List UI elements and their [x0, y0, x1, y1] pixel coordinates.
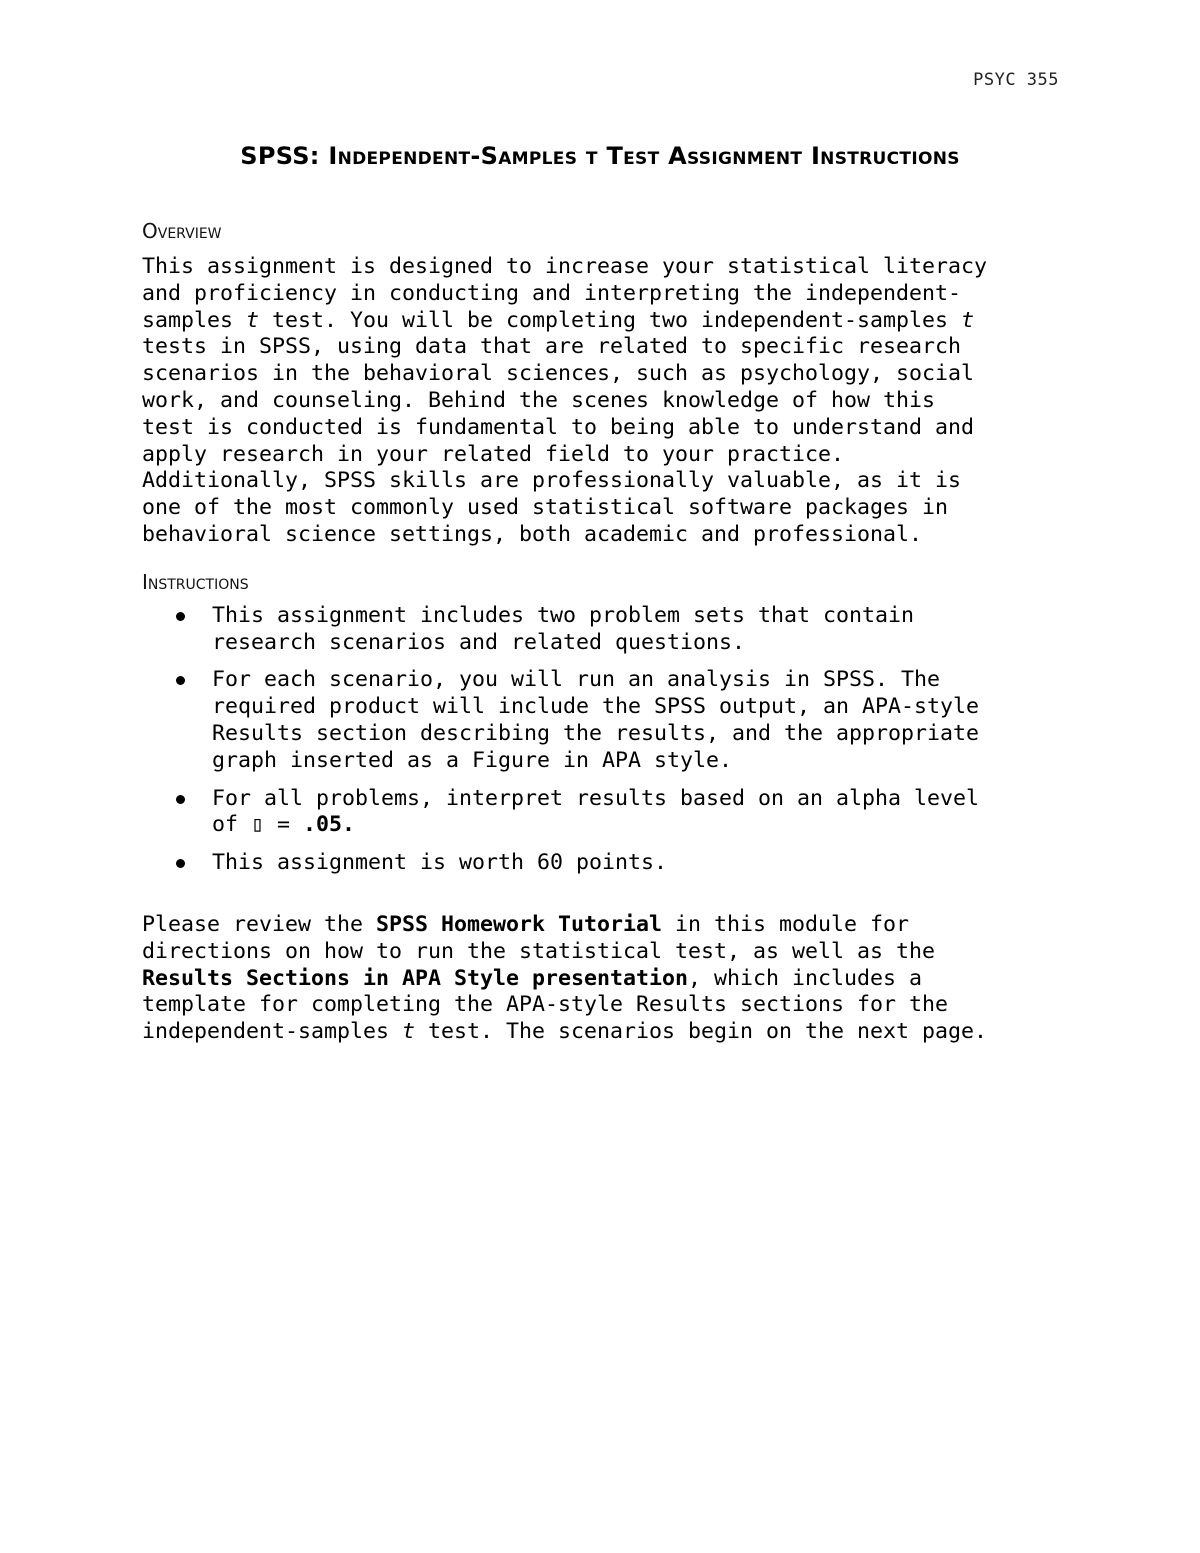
- overview-paragraph: [142, 254, 1072, 549]
- overview-line: test is conducted is fundamental to being able to understand and: [142, 414, 975, 440]
- list-item-line: graph inserted as a Figure in APA style.: [212, 747, 733, 773]
- overview-line: apply research in your related field to your practice.: [142, 441, 845, 467]
- list-item-line: This assignment is worth 60 points.: [212, 850, 668, 876]
- instructions-list: [142, 603, 1072, 877]
- list-item-line: required product will include the SPSS output, an APA-style: [212, 694, 980, 720]
- bullet-icon: [176, 676, 185, 685]
- closing-line: directions on how to run the statistical test, as well as the: [142, 938, 936, 964]
- list-item-line: For all problems, interpret results based on an alpha level: [212, 785, 980, 811]
- instructions-heading: Instructions: [142, 569, 249, 594]
- course-code: PSYC 355: [973, 70, 1059, 90]
- presentation-reference: Results Sections in APA Style presentation: [142, 965, 689, 991]
- tutorial-reference: SPSS Homework Tutorial: [376, 911, 663, 937]
- closing-line: template for completing the APA-style Results sections for the: [142, 992, 949, 1018]
- closing-paragraph: [142, 912, 1072, 1046]
- overview-line: one of the most commonly used statistical software packages in: [142, 495, 949, 521]
- overview-heading: Overview: [142, 219, 222, 243]
- list-item-line: This assignment includes two problem sets that contain: [212, 602, 915, 628]
- overview-line: tests in SPSS, using data that are related to specific research: [142, 334, 962, 360]
- overview-line: scenarios in the behavioral sciences, such as psychology, social: [142, 361, 975, 387]
- closing-line: Please review the SPSS Homework Tutorial in this module for: [142, 911, 910, 937]
- closing-line: independent-samples t test. The scenarios begin on the next page.: [142, 1019, 988, 1045]
- page-title: SPSS: Independent-Samples t Test Assignment Instructions: [240, 142, 960, 170]
- overview-line: This assignment is designed to increase your statistical literacy: [142, 254, 988, 279]
- document-body: [142, 218, 1072, 1046]
- list-item-line: For each scenario, you will run an analysis in SPSS. The: [212, 667, 941, 693]
- closing-line: Results Sections in APA Style presentation, which includes a: [142, 965, 923, 991]
- overview-line: work, and counseling. Behind the scenes knowledge of how this: [142, 387, 936, 413]
- overview-line: Additionally, SPSS skills are professionally valuable, as it is: [142, 468, 962, 494]
- list-item-line: of ▯ = .05.: [212, 812, 356, 838]
- bullet-icon: [176, 795, 185, 804]
- overview-line: samples t test. You will be completing two independent-samples t: [142, 307, 975, 333]
- list-item-line: Results section describing the results, and the appropriate: [212, 720, 980, 746]
- bullet-icon: [176, 612, 185, 621]
- list-item: [142, 786, 1072, 840]
- overview-line: and proficiency in conducting and interpreting the independent-: [142, 280, 962, 306]
- list-item: [142, 850, 1072, 877]
- overview-line: behavioral science settings, both academic and professional.: [142, 521, 923, 547]
- bullet-icon: [176, 859, 185, 868]
- list-item-line: research scenarios and related questions.: [212, 629, 746, 655]
- list-item: [142, 667, 1072, 774]
- list-item: [142, 603, 1072, 657]
